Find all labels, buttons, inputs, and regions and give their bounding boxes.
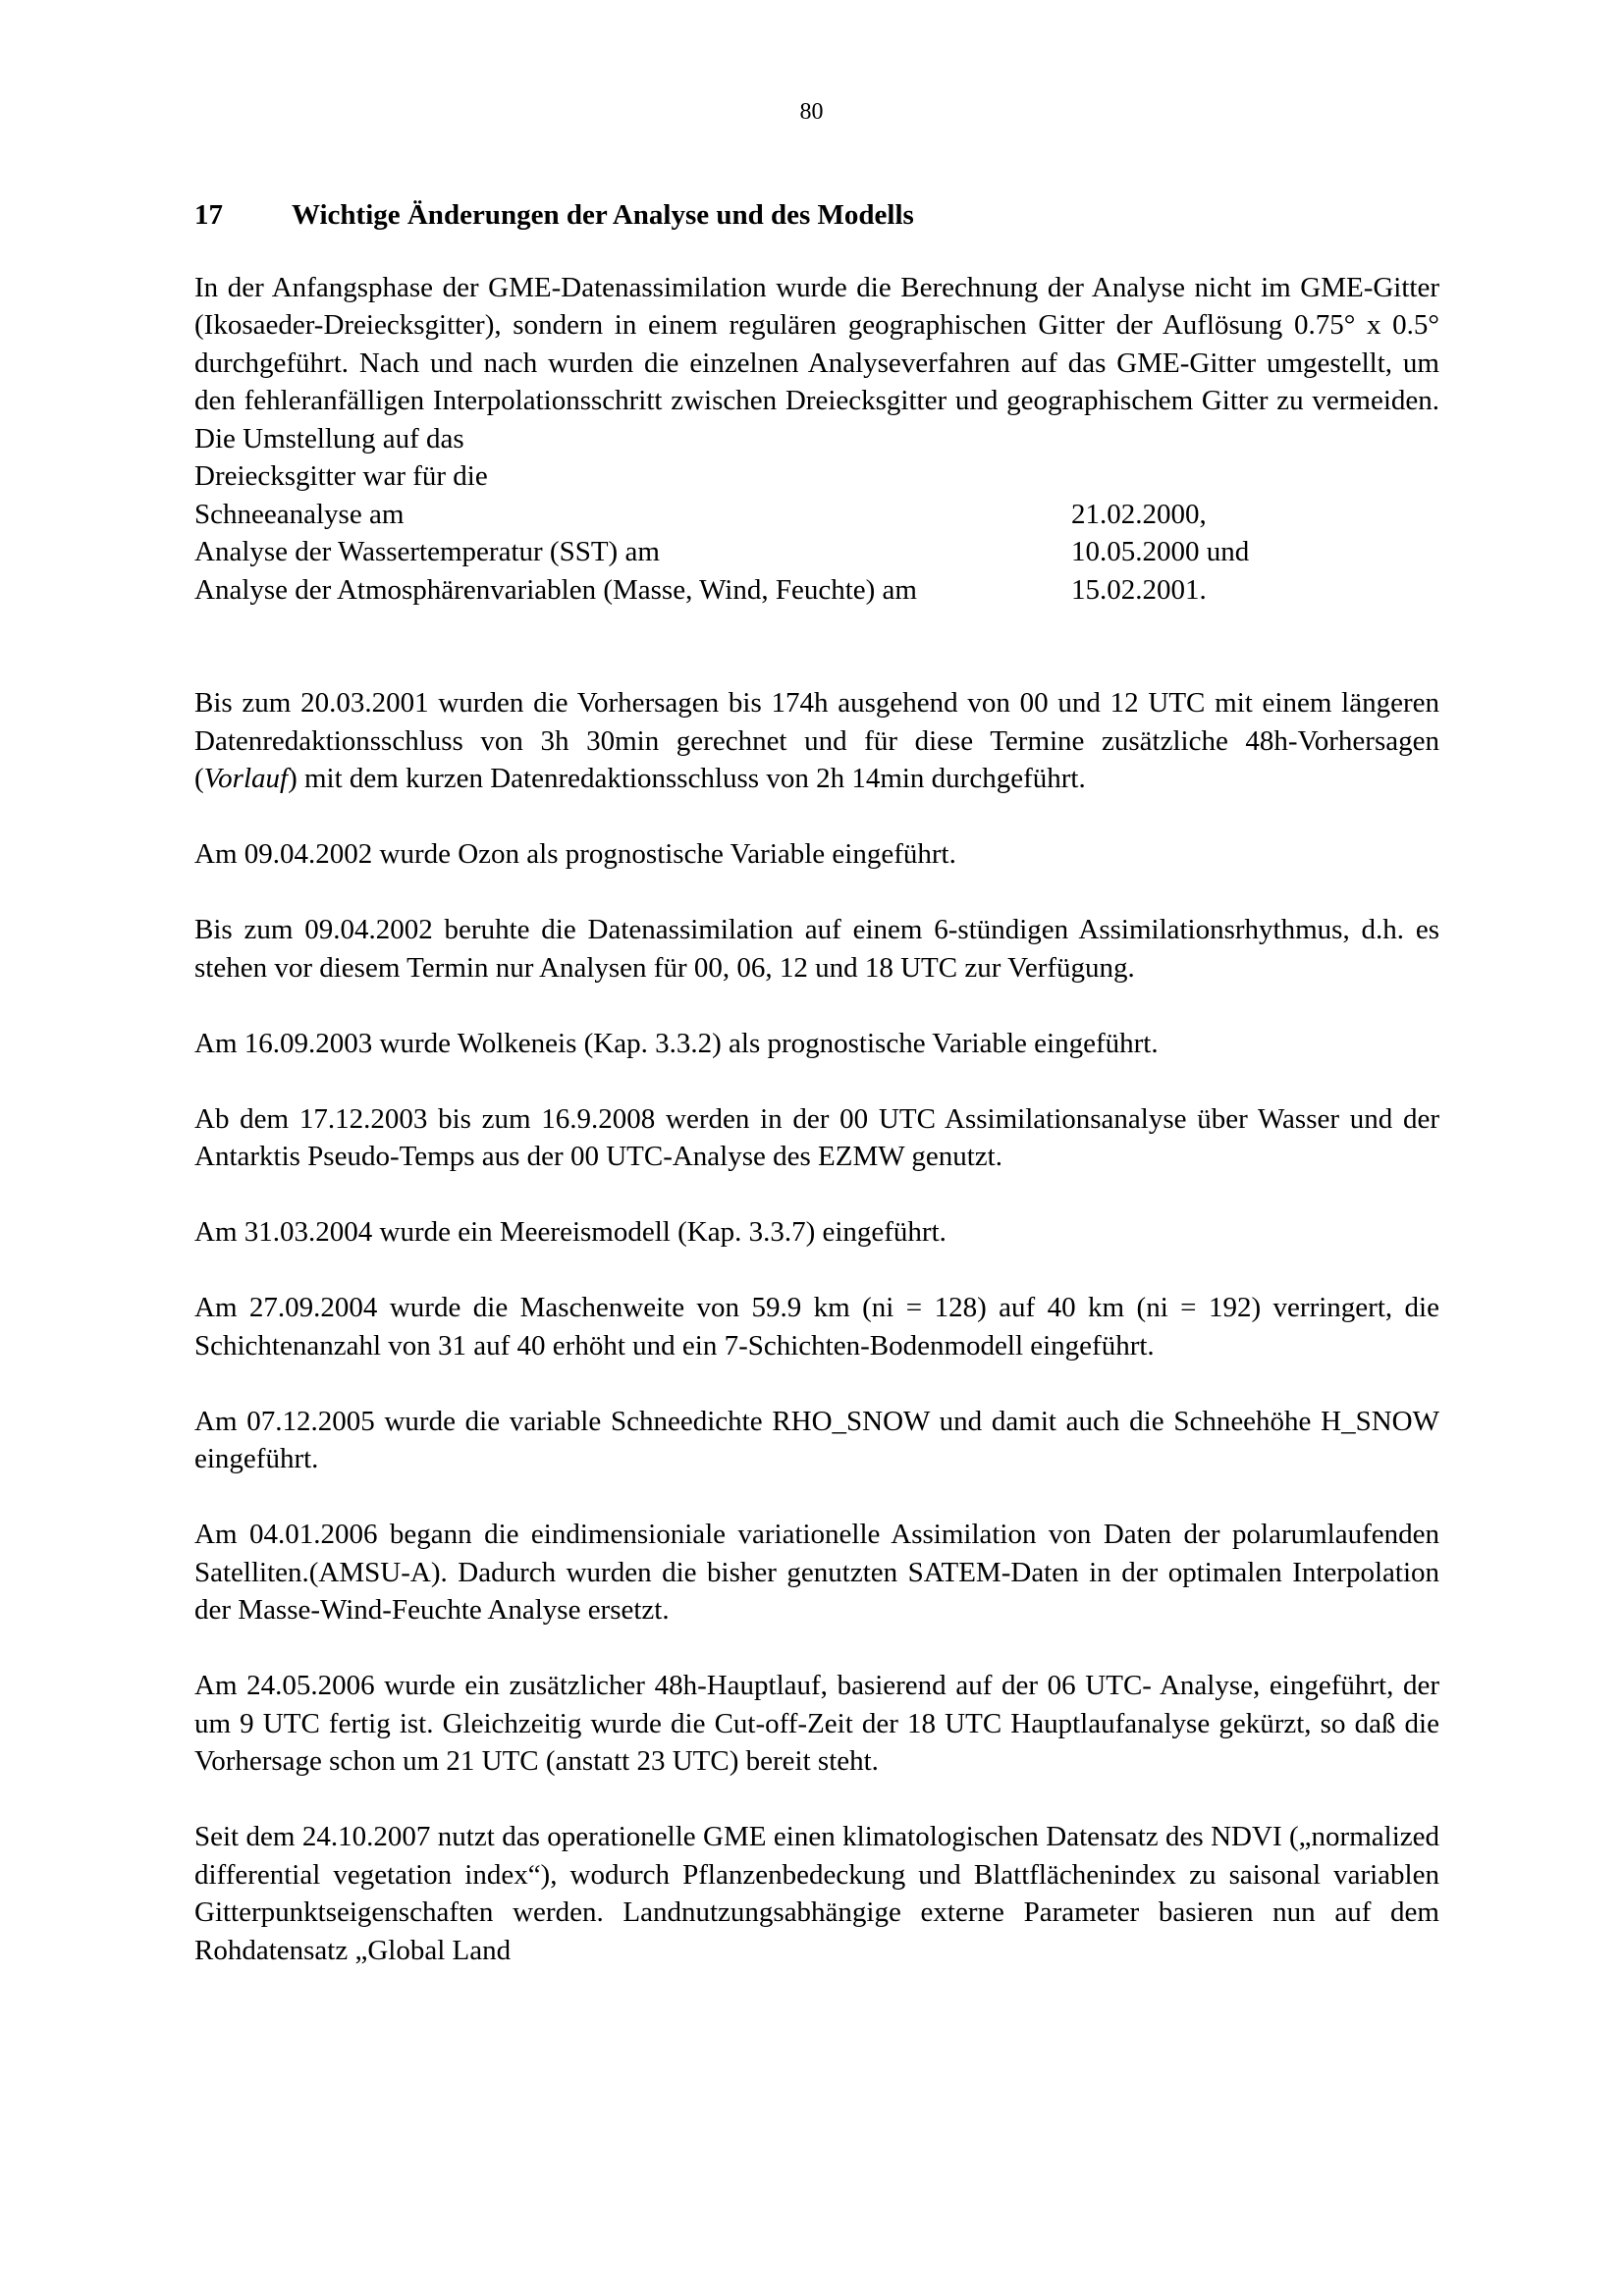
section-heading xyxy=(194,196,1439,235)
paragraph: Am 27.09.2004 wurde die Maschenweite von 59.9 km (ni = 128) auf 40 km (ni = 192) verringert, die Schichtenanzahl von 31 auf 40 erhöht und ein 7-Schichten-Bodenmodell eingeführt. xyxy=(194,1292,1439,1362)
grid-switch-date: 15.02.2001. xyxy=(1071,573,1207,606)
paragraph-vorlauf xyxy=(194,684,1439,798)
paragraph-vorlauf-before: Bis zum 20.03.2001 wurden die Vorhersagen bis 174h ausgehend von 00 und 12 UTC mit einem längeren Datenredaktionsschluss von 3h 30min gerechnet und für diese Termine zusätzliche 48h-Vorhersagen ( xyxy=(194,687,1439,794)
section-title: Wichtige Änderungen der Analyse und des Modells xyxy=(292,199,914,231)
intro-paragraph-last-line: Dreiecksgitter war für die xyxy=(194,460,488,492)
paragraph: Am 31.03.2004 wurde ein Meereismodell (Kap. 3.3.7) eingeführt. xyxy=(194,1216,947,1248)
paragraph-vorlauf-after: ) mit dem kurzen Datenredaktionsschluss von 2h 14min durchgeführt. xyxy=(288,763,1086,794)
paragraph: Ab dem 17.12.2003 bis zum 16.9.2008 werden in der 00 UTC Assimilationsanalyse über Wasser und der Antarktis Pseudo-Temps aus der 00 UTC-Analyse des EZMW genutzt. xyxy=(194,1102,1439,1172)
document-body xyxy=(194,196,1439,2007)
grid-switch-label: Analyse der Atmosphärenvariablen (Masse, Wind, Feuchte) am xyxy=(194,573,917,606)
paragraph: Seit dem 24.10.2007 nutzt das operationelle GME einen klimatologischen Datensatz des NDVI („normalized differential vegetation index“), wodurch Pflanzenbedeckung und Blattflächenindex zu saisonal variablen Gitterpunktseigenschaften werden. Landnutzungsabhängige externe Parameter basieren nun auf dem Rohdatensatz „Global Land xyxy=(194,1821,1439,1966)
grid-switch-row xyxy=(194,571,1439,610)
grid-switch-date: 21.02.2000, xyxy=(1071,498,1207,530)
page-number: 80 xyxy=(799,99,824,125)
grid-switch-label: Analyse der Wassertemperatur (SST) am xyxy=(194,536,660,567)
grid-switch-row xyxy=(194,533,1439,571)
intro-paragraph: In der Anfangsphase der GME-Datenassimilation wurde die Berechnung der Analyse nicht im GME-Gitter (Ikosaeder-Dreiecksgitter), sondern in einem regulären geographischen Gitter der Auflösung 0.75° x 0.5° durchgeführt. Nach und nach wurden die einzelnen Analyseverfahren auf das GME-Gitter umgestellt, um den fehleranfälligen Interpolationsschritt zwischen Dreiecksgitter und geographischem Gitter zu vermeiden. Die Umstellung auf das xyxy=(194,271,1439,454)
section-number: 17 xyxy=(194,199,223,231)
grid-switch-row xyxy=(194,496,1439,534)
paragraph: Am 24.05.2006 wurde ein zusätzlicher 48h-Hauptlauf, basierend auf der 06 UTC- Analyse, eingeführt, der um 9 UTC fertig ist. Gleichzeitig wurde die Cut-off-Zeit der 18 UTC Hauptlaufanalyse gekürzt, so daß die Vorhersage schon um 21 UTC (anstatt 23 UTC) bereit steht. xyxy=(194,1670,1439,1777)
paragraph: Am 07.12.2005 wurde die variable Schneedichte RHO_SNOW und damit auch die Schneehöhe H_SNOW eingeführt. xyxy=(194,1405,1439,1474)
grid-switch-label: Schneeanalyse am xyxy=(194,498,405,530)
paragraph-vorlauf-italic: Vorlauf xyxy=(203,763,289,794)
paragraph: Bis zum 09.04.2002 beruhte die Datenassimilation auf einem 6-stündigen Assimilationsrhythmus, d.h. es stehen vor diesem Termin nur Analysen für 00, 06, 12 und 18 UTC zur Verfügung. xyxy=(194,914,1439,984)
paragraph: Am 09.04.2002 wurde Ozon als prognostische Variable eingeführt. xyxy=(194,838,956,870)
paragraph: Am 16.09.2003 wurde Wolkeneis (Kap. 3.3.2) als prognostische Variable eingeführt. xyxy=(194,1027,1159,1059)
grid-switch-table xyxy=(194,496,1439,610)
paragraph: Am 04.01.2006 begann die eindimensioniale variationelle Assimilation von Daten der polarumlaufenden Satelliten.(AMSU-A). Dadurch wurden die bisher genutzten SATEM-Daten in der optimalen Interpolation der Masse-Wind-Feuchte Analyse ersetzt. xyxy=(194,1519,1439,1626)
grid-switch-date: 10.05.2000 und xyxy=(1071,536,1250,567)
